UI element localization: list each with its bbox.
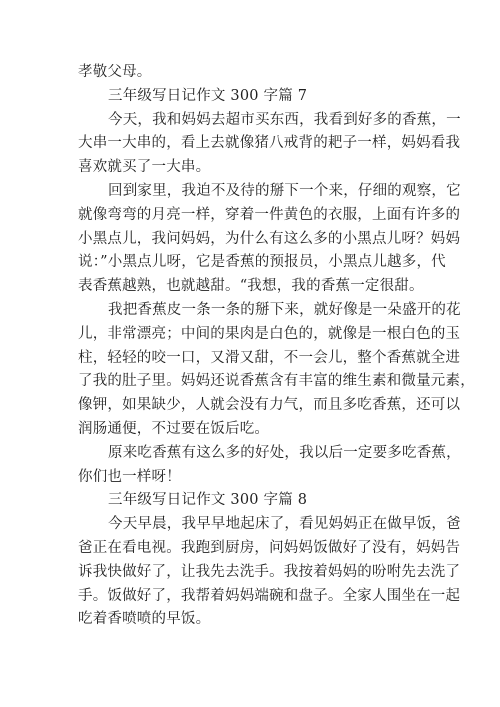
paragraph-line: 原来吃香蕉有这么多的好处，我以后一定要多吃香蕉， — [108, 444, 461, 461]
paragraph-line: 柱，轻轻的咬一口，又滑又甜，不一会儿，整个香蕉就全进 — [78, 349, 461, 366]
paragraph-line: 今天，我和妈妈去超市买东西，我看到好多的香蕉，一 — [108, 111, 461, 128]
paragraph-line: 爸正在看电视。我跑到厨房，问妈妈饭做好了没有，妈妈告 — [78, 540, 461, 556]
paragraph-line: 儿，非常漂亮；中间的果肉是白色的，就像是一根白色的玉 — [78, 325, 461, 342]
section-heading-8: 三年级写日记作文 300 字篇 8 — [108, 492, 308, 509]
paragraph-line: 小黑点儿，我问妈妈，为什么有这么多的小黑点儿呀？妈妈 — [78, 230, 461, 247]
paragraph-line: 我把香蕉皮一条一条的掰下来，就好像是一朵盛开的花 — [108, 302, 461, 318]
paragraph-line: 手。饭做好了，我帮着妈妈端碗和盘子。全家人围坐在一起 — [78, 587, 461, 604]
paragraph-line: 表香蕉越熟，也就越甜。“我想，我的香蕉一定很甜。 — [78, 278, 424, 295]
paragraph-line: 喜欢就买了一大串。 — [78, 159, 211, 176]
paragraph-line: 了我的肚子里。妈妈还说香蕉含有丰富的维生素和微量元素， — [78, 373, 475, 390]
paragraph-line: 诉我快做好了，让我先去洗手。我按着妈妈的吩咐先去洗了 — [78, 563, 461, 580]
paragraph-line: 今天早晨，我早早地起床了，看见妈妈正在做早饭，爸 — [108, 516, 461, 533]
paragraph-line: 说：”小黑点儿呀，它是香蕉的预报员，小黑点儿越多，代 — [78, 254, 446, 271]
paragraph-line: 吃着香喷喷的早饭。 — [78, 611, 211, 628]
paragraph-line: 润肠通便，不过要在饭后吃。 — [78, 421, 270, 437]
section-heading-7: 三年级写日记作文 300 字篇 7 — [108, 87, 308, 104]
paragraph-line: 你们也一样呀！ — [78, 468, 181, 485]
text-line: 孝敬父母。 — [78, 64, 152, 80]
paragraph-line: 回到家里，我迫不及待的掰下一个来，仔细的观察，它 — [108, 183, 461, 199]
paragraph-line: 就像弯弯的月亮一样，穿着一件黄色的衣服，上面有许多的 — [78, 206, 461, 223]
paragraph-line: 像钾，如果缺少，人就会没有力气，而且多吃香蕉，还可以 — [78, 397, 461, 414]
paragraph-line: 大串一大串的，看上去就像猪八戒背的耙子一样，妈妈看我 — [78, 135, 461, 152]
